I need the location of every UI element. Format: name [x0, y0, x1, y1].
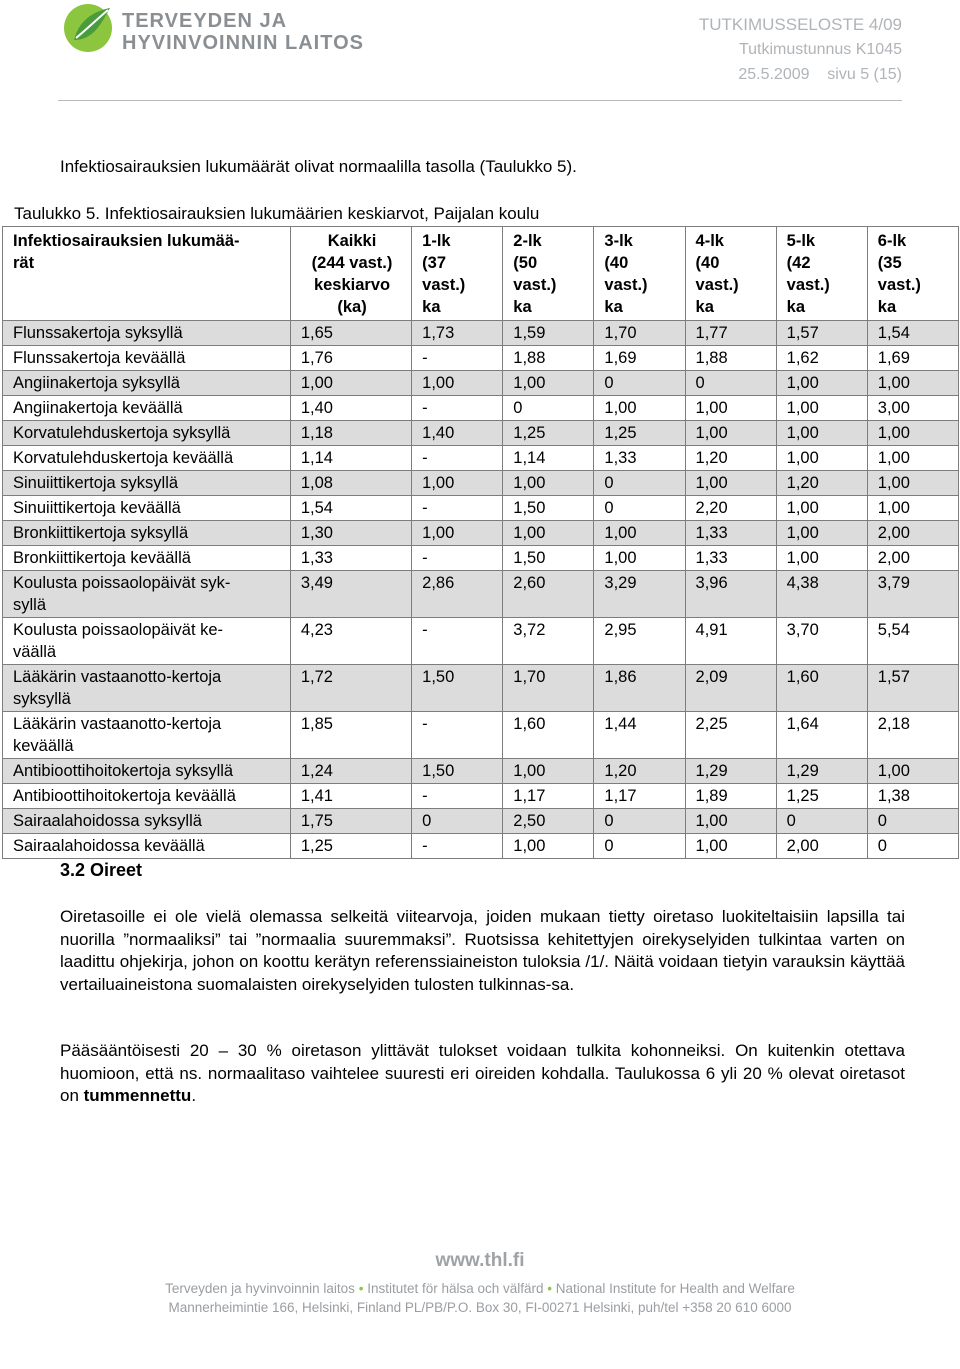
- header-cell-line: 5-lk: [786, 232, 816, 250]
- row-label: Sairaalahoidossa syksyllä: [3, 809, 291, 834]
- value-cell: 0: [594, 809, 685, 834]
- value-cell: 0: [594, 834, 685, 859]
- header-cell-line: ka: [513, 298, 532, 316]
- value-cell: 1,29: [776, 759, 867, 784]
- header-cell: [290, 227, 411, 321]
- value-cell: 1,00: [685, 421, 776, 446]
- value-cell: 0: [776, 809, 867, 834]
- value-cell: 1,54: [290, 496, 411, 521]
- row-label: Sinuiittikertoja syksyllä: [3, 471, 291, 496]
- value-cell: 1,00: [412, 521, 503, 546]
- value-cell: 0: [685, 371, 776, 396]
- value-cell: 1,25: [290, 834, 411, 859]
- table-row: [3, 346, 959, 371]
- value-cell: 0: [867, 809, 958, 834]
- value-cell: 1,00: [867, 371, 958, 396]
- value-cell: 1,57: [776, 321, 867, 346]
- value-cell: 0: [594, 371, 685, 396]
- value-cell: 2,86: [412, 571, 503, 618]
- thl-logo: [60, 0, 380, 60]
- value-cell: 1,00: [685, 471, 776, 496]
- table-caption: Taulukko 5. Infektiosairauksien lukumäärien keskiarvot, Paijalan koulu: [14, 204, 540, 223]
- value-cell: 1,25: [503, 421, 594, 446]
- row-label: Antibioottihoitokertoja syksyllä: [3, 759, 291, 784]
- value-cell: -: [412, 496, 503, 521]
- header-cell-line: (244 vast.): [311, 254, 393, 272]
- header-cell: [412, 227, 503, 321]
- row-label: Angiinakertoja syksyllä: [3, 371, 291, 396]
- header-cell-line: (42: [786, 254, 811, 272]
- value-cell: 1,00: [685, 396, 776, 421]
- row-label: [3, 712, 291, 759]
- table-row: [3, 571, 959, 618]
- value-cell: 1,33: [290, 546, 411, 571]
- header-cell-line: ka: [786, 298, 806, 316]
- footer-url: www.thl.fi: [435, 1250, 525, 1271]
- value-cell: -: [412, 784, 503, 809]
- value-cell: -: [412, 834, 503, 859]
- value-cell: 1,33: [594, 446, 685, 471]
- row-label: [3, 571, 291, 618]
- value-cell: 1,08: [290, 471, 411, 496]
- header-cell-line: Kaikki: [327, 232, 377, 250]
- row-label-line: Lääkärin vastaanotto-kertoja: [13, 668, 222, 686]
- value-cell: 1,40: [290, 396, 411, 421]
- value-cell: 5,54: [867, 618, 958, 665]
- value-cell: 3,70: [776, 618, 867, 665]
- report-id: Tutkimustunnus K1045: [738, 41, 902, 58]
- value-cell: 2,60: [503, 571, 594, 618]
- header-cell-line: 6-lk: [877, 232, 907, 250]
- value-cell: 1,00: [776, 496, 867, 521]
- row-label: Bronkiittikertoja syksyllä: [3, 521, 291, 546]
- value-cell: 1,40: [412, 421, 503, 446]
- value-cell: 1,00: [685, 809, 776, 834]
- footer-name-en: National Institute for Health and Welfare: [555, 1281, 795, 1296]
- org-name: [122, 10, 364, 54]
- section-paragraph-1: Oiretasoille ei ole vielä olemassa selkeitä viitearvoja, joiden mukaan tietty oiretaso luokiteltaisiin lapsilla tai nuorilla ”normaaliksi” tai ”normaalia suuremmaksi”. Ruotsissa kehitettyjen oirekyselyiden tulkintaa varten on laadittu ohjekirja, johon on koottu kerätyn referenssiaineiston tuloksia /1/. Näitä voidaan tietyin varauksin käyttää vertailuaineistona suomalaisten oirekyselyiden tulosten tulkinnas-sa.: [60, 907, 905, 994]
- value-cell: 3,72: [503, 618, 594, 665]
- row-label-line: syksyllä: [13, 690, 71, 708]
- header-cell-line: vast.): [513, 276, 557, 294]
- value-cell: 2,18: [867, 712, 958, 759]
- org-name-line1: TERVEYDEN JA: [122, 10, 288, 32]
- value-cell: 1,72: [290, 665, 411, 712]
- value-cell: -: [412, 346, 503, 371]
- header-cell-line: ka: [422, 298, 441, 316]
- value-cell: 1,00: [867, 496, 958, 521]
- value-cell: 1,00: [867, 421, 958, 446]
- thl-leaf-icon: [60, 0, 120, 60]
- table-row: [3, 521, 959, 546]
- table-row: [3, 759, 959, 784]
- value-cell: 1,24: [290, 759, 411, 784]
- value-cell: 4,23: [290, 618, 411, 665]
- table-row: [3, 665, 959, 712]
- org-name-line2: HYVINVOINNIN LAITOS: [122, 32, 364, 54]
- row-label-line: syllä: [13, 596, 47, 614]
- header-cell: [3, 227, 291, 321]
- value-cell: 1,70: [503, 665, 594, 712]
- value-cell: 1,50: [503, 496, 594, 521]
- footer-separator: •: [358, 1281, 364, 1296]
- footer-address: Mannerheimintie 166, Helsinki, Finland PL/PB/P.O. Box 30, FI-00271 Helsinki, puh/tel +358 20 610 6000: [168, 1300, 792, 1315]
- value-cell: 1,00: [867, 759, 958, 784]
- header-cell-line: vast.): [422, 276, 466, 294]
- value-cell: 1,14: [503, 446, 594, 471]
- value-cell: 1,00: [776, 546, 867, 571]
- row-label-line: Lääkärin vastaanotto-kertoja: [13, 715, 222, 733]
- value-cell: 1,29: [685, 759, 776, 784]
- value-cell: 2,00: [867, 521, 958, 546]
- value-cell: 1,00: [503, 471, 594, 496]
- value-cell: 1,00: [594, 521, 685, 546]
- value-cell: 1,00: [412, 471, 503, 496]
- value-cell: 2,09: [685, 665, 776, 712]
- table-row: [3, 321, 959, 346]
- table-row: [3, 712, 959, 759]
- row-label-line: keväällä: [13, 737, 74, 755]
- value-cell: 0: [867, 834, 958, 859]
- table-row: [3, 371, 959, 396]
- row-label: Korvatulehduskertoja syksyllä: [3, 421, 291, 446]
- paragraph-2-end: .: [191, 1086, 197, 1106]
- value-cell: 1,00: [594, 546, 685, 571]
- value-cell: 2,00: [867, 546, 958, 571]
- footer-org-names: [0, 1281, 960, 1296]
- value-cell: 1,30: [290, 521, 411, 546]
- header-cell-line: rät: [13, 254, 35, 272]
- value-cell: 1,20: [594, 759, 685, 784]
- footer-name-sv: Institutet för hälsa och välfärd: [367, 1281, 544, 1296]
- report-meta: [699, 12, 902, 87]
- value-cell: 2,50: [503, 809, 594, 834]
- value-cell: 0: [594, 496, 685, 521]
- header-cell: [503, 227, 594, 321]
- header-cell: [776, 227, 867, 321]
- value-cell: 1,60: [503, 712, 594, 759]
- row-label: Antibioottihoitokertoja keväällä: [3, 784, 291, 809]
- table-row: [3, 809, 959, 834]
- value-cell: 4,38: [776, 571, 867, 618]
- value-cell: 1,62: [776, 346, 867, 371]
- value-cell: 1,00: [776, 446, 867, 471]
- value-cell: -: [412, 546, 503, 571]
- header-cell-line: Infektiosairauksien lukumää-: [13, 232, 240, 250]
- value-cell: -: [412, 618, 503, 665]
- value-cell: -: [412, 396, 503, 421]
- row-label: Angiinakertoja keväällä: [3, 396, 291, 421]
- value-cell: 1,00: [503, 759, 594, 784]
- value-cell: 1,50: [503, 546, 594, 571]
- header-divider: [58, 100, 902, 101]
- row-label-line: Koulusta poissaolopäivät syk-: [13, 574, 231, 592]
- value-cell: 1,69: [867, 346, 958, 371]
- table-row: [3, 421, 959, 446]
- table-row: [3, 446, 959, 471]
- value-cell: 1,54: [867, 321, 958, 346]
- table-row: [3, 471, 959, 496]
- value-cell: 1,70: [594, 321, 685, 346]
- row-label: Sairaalahoidossa keväällä: [3, 834, 291, 859]
- page-number: sivu 5 (15): [827, 66, 902, 83]
- row-label: [3, 618, 291, 665]
- header-cell-line: ka: [695, 298, 714, 316]
- value-cell: 1,00: [776, 396, 867, 421]
- paragraph-2-bold: tummennettu: [83, 1086, 192, 1106]
- header-cell-line: vast.): [877, 276, 921, 294]
- row-label: Flunssakertoja keväällä: [3, 346, 291, 371]
- row-label: Flunssakertoja syksyllä: [3, 321, 291, 346]
- footer-separator: •: [547, 1281, 553, 1296]
- value-cell: 1,73: [412, 321, 503, 346]
- header-cell-line: (ka): [337, 298, 367, 316]
- header-cell: [867, 227, 958, 321]
- value-cell: 1,00: [867, 446, 958, 471]
- value-cell: 1,00: [776, 521, 867, 546]
- section-title: 3.2 Oireet: [60, 860, 143, 880]
- value-cell: 0: [503, 396, 594, 421]
- section-paragraph-2: [60, 1040, 905, 1108]
- value-cell: 1,44: [594, 712, 685, 759]
- value-cell: 1,85: [290, 712, 411, 759]
- value-cell: 3,29: [594, 571, 685, 618]
- table-row: [3, 834, 959, 859]
- header-cell-line: 3-lk: [604, 232, 633, 250]
- value-cell: 2,95: [594, 618, 685, 665]
- value-cell: 1,33: [685, 546, 776, 571]
- value-cell: 1,88: [685, 346, 776, 371]
- value-cell: 1,33: [685, 521, 776, 546]
- infection-table: [2, 226, 959, 859]
- value-cell: 3,49: [290, 571, 411, 618]
- value-cell: 3,79: [867, 571, 958, 618]
- paragraph-2-text: Pääsääntöisesti 20 – 30 % oiretason ylittävät tulokset voidaan tulkita kohonneiksi. On kuitenkin otettava huomioon, että ns. normaalitaso vaihtelee suuresti eri oireiden kohdalla. Taulukossa 6 yli 20 % olevat oiretasot on: [60, 1041, 905, 1106]
- value-cell: 1,25: [594, 421, 685, 446]
- header-cell-line: (40: [695, 254, 720, 272]
- table-row: [3, 618, 959, 665]
- value-cell: 1,88: [503, 346, 594, 371]
- value-cell: 1,59: [503, 321, 594, 346]
- value-cell: 1,41: [290, 784, 411, 809]
- value-cell: 1,76: [290, 346, 411, 371]
- row-label: Korvatulehduskertoja keväällä: [3, 446, 291, 471]
- value-cell: -: [412, 446, 503, 471]
- report-title: TUTKIMUSSELOSTE 4/09: [698, 15, 902, 34]
- value-cell: 1,18: [290, 421, 411, 446]
- header-cell-line: (50: [513, 254, 538, 272]
- header-cell-line: 4-lk: [695, 232, 724, 250]
- value-cell: 1,77: [685, 321, 776, 346]
- header-cell-line: ka: [604, 298, 623, 316]
- header-cell: [685, 227, 776, 321]
- value-cell: 1,00: [594, 396, 685, 421]
- value-cell: 1,64: [776, 712, 867, 759]
- value-cell: 1,25: [776, 784, 867, 809]
- header-cell-line: (40: [604, 254, 629, 272]
- value-cell: 1,00: [867, 471, 958, 496]
- value-cell: 0: [594, 471, 685, 496]
- row-label-line: väällä: [13, 643, 57, 661]
- value-cell: 1,38: [867, 784, 958, 809]
- value-cell: 1,00: [776, 371, 867, 396]
- value-cell: 1,86: [594, 665, 685, 712]
- header-cell-line: keskiarvo: [313, 276, 391, 294]
- report-date: 25.5.2009: [738, 66, 810, 83]
- table-row: [3, 496, 959, 521]
- table-row: [3, 784, 959, 809]
- value-cell: 1,17: [594, 784, 685, 809]
- value-cell: -: [412, 712, 503, 759]
- value-cell: 1,69: [594, 346, 685, 371]
- value-cell: 0: [412, 809, 503, 834]
- value-cell: 1,89: [685, 784, 776, 809]
- table-row: [3, 396, 959, 421]
- footer-name-fi: Terveyden ja hyvinvoinnin laitos: [165, 1281, 355, 1296]
- value-cell: 1,00: [503, 371, 594, 396]
- header-cell-line: 1-lk: [422, 232, 451, 250]
- value-cell: 1,00: [503, 834, 594, 859]
- header-cell-line: vast.): [604, 276, 648, 294]
- value-cell: 3,00: [867, 396, 958, 421]
- value-cell: 1,20: [776, 471, 867, 496]
- header-cell: [594, 227, 685, 321]
- value-cell: 1,20: [685, 446, 776, 471]
- value-cell: 1,65: [290, 321, 411, 346]
- header-cell-line: (37: [422, 254, 447, 272]
- header-cell-line: (35: [877, 254, 902, 272]
- value-cell: 3,96: [685, 571, 776, 618]
- row-label-line: Koulusta poissaolopäivät ke-: [13, 621, 224, 639]
- value-cell: 1,00: [776, 421, 867, 446]
- header-cell-line: vast.): [695, 276, 739, 294]
- value-cell: 1,75: [290, 809, 411, 834]
- value-cell: 1,60: [776, 665, 867, 712]
- header-cell-line: vast.): [786, 276, 830, 294]
- value-cell: 1,14: [290, 446, 411, 471]
- table-header-row: [3, 227, 959, 321]
- header-cell-line: 2-lk: [513, 232, 542, 250]
- date-page: [699, 62, 902, 87]
- value-cell: 1,00: [412, 371, 503, 396]
- value-cell: 1,00: [290, 371, 411, 396]
- value-cell: 4,91: [685, 618, 776, 665]
- value-cell: 1,50: [412, 759, 503, 784]
- value-cell: 2,00: [776, 834, 867, 859]
- value-cell: 1,57: [867, 665, 958, 712]
- table-row: [3, 546, 959, 571]
- row-label: Bronkiittikertoja keväällä: [3, 546, 291, 571]
- value-cell: 1,50: [412, 665, 503, 712]
- intro-paragraph: Infektiosairauksien lukumäärät olivat normaalilla tasolla (Taulukko 5).: [60, 157, 577, 176]
- value-cell: 1,00: [503, 521, 594, 546]
- value-cell: 1,00: [685, 834, 776, 859]
- value-cell: 2,25: [685, 712, 776, 759]
- value-cell: 1,17: [503, 784, 594, 809]
- header-cell-line: ka: [877, 298, 897, 316]
- row-label: [3, 665, 291, 712]
- row-label: Sinuiittikertoja keväällä: [3, 496, 291, 521]
- value-cell: 2,20: [685, 496, 776, 521]
